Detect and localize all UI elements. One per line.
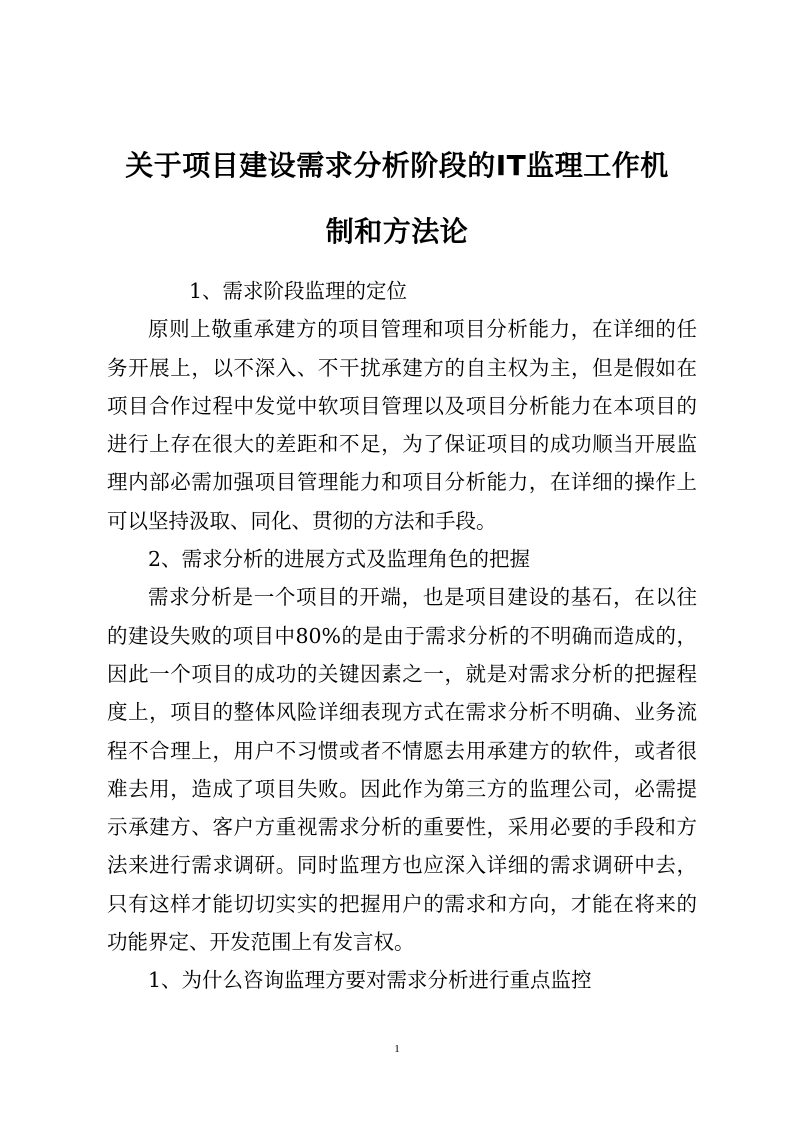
paragraph-positioning: 原则上敬重承建方的项目管理和项目分析能力，在详细的任务开展上，以不深入、不干扰承建方的自主权为主，但是假如在项目合作过程中发觉中软项目管理以及项目分析能力在本项目的进行上存在很大的差距和不足，为了保证项目的成功顺当开展监理内部必需加强项目管理能力和项目分析能力，在详细的操作上可以坚持汲取、同化、贯彻的方法和手段。 [107,317,697,533]
section-heading-why-monitor: 1、为什么咨询监理方要对需求分析进行重点监控 [148,968,592,993]
paragraph-requirements-analysis: 需求分析是一个项目的开端，也是项目建设的基石，在以往的建设失败的项目中80%的是由于需求分析的不明确而造成的，因此一个项目的成功的关键因素之一，就是对需求分析的把握程度上，项目的整体风险详细表现方式在需求分析不明确、业务流程不合理上，用户不习惯或者不情愿去用承建方的软件，或者很难去用，造成了项目失败。因此作为第三方的监理公司，必需提示承建方、客户方重视需求分析的重要性，采用必要的手段和方法来进行需求调研。同时监理方也应深入详细的需求调研中去，只有这样才能切切实实的把握用户的需求和方向，才能在将来的功能界定、开发范围上有发言权。 [107,585,697,955]
document-title-line-1: 关于项目建设需求分析阶段的IT监理工作机 [125,149,669,182]
section-heading-requirements-method: 2、需求分析的进展方式及监理角色的把握 [148,547,531,572]
page-number: 1 [394,1043,400,1055]
document-title-line-2: 制和方法论 [325,215,469,248]
section-heading-positioning: 1、需求阶段监理的定位 [189,279,408,303]
document-body [107,272,697,1000]
